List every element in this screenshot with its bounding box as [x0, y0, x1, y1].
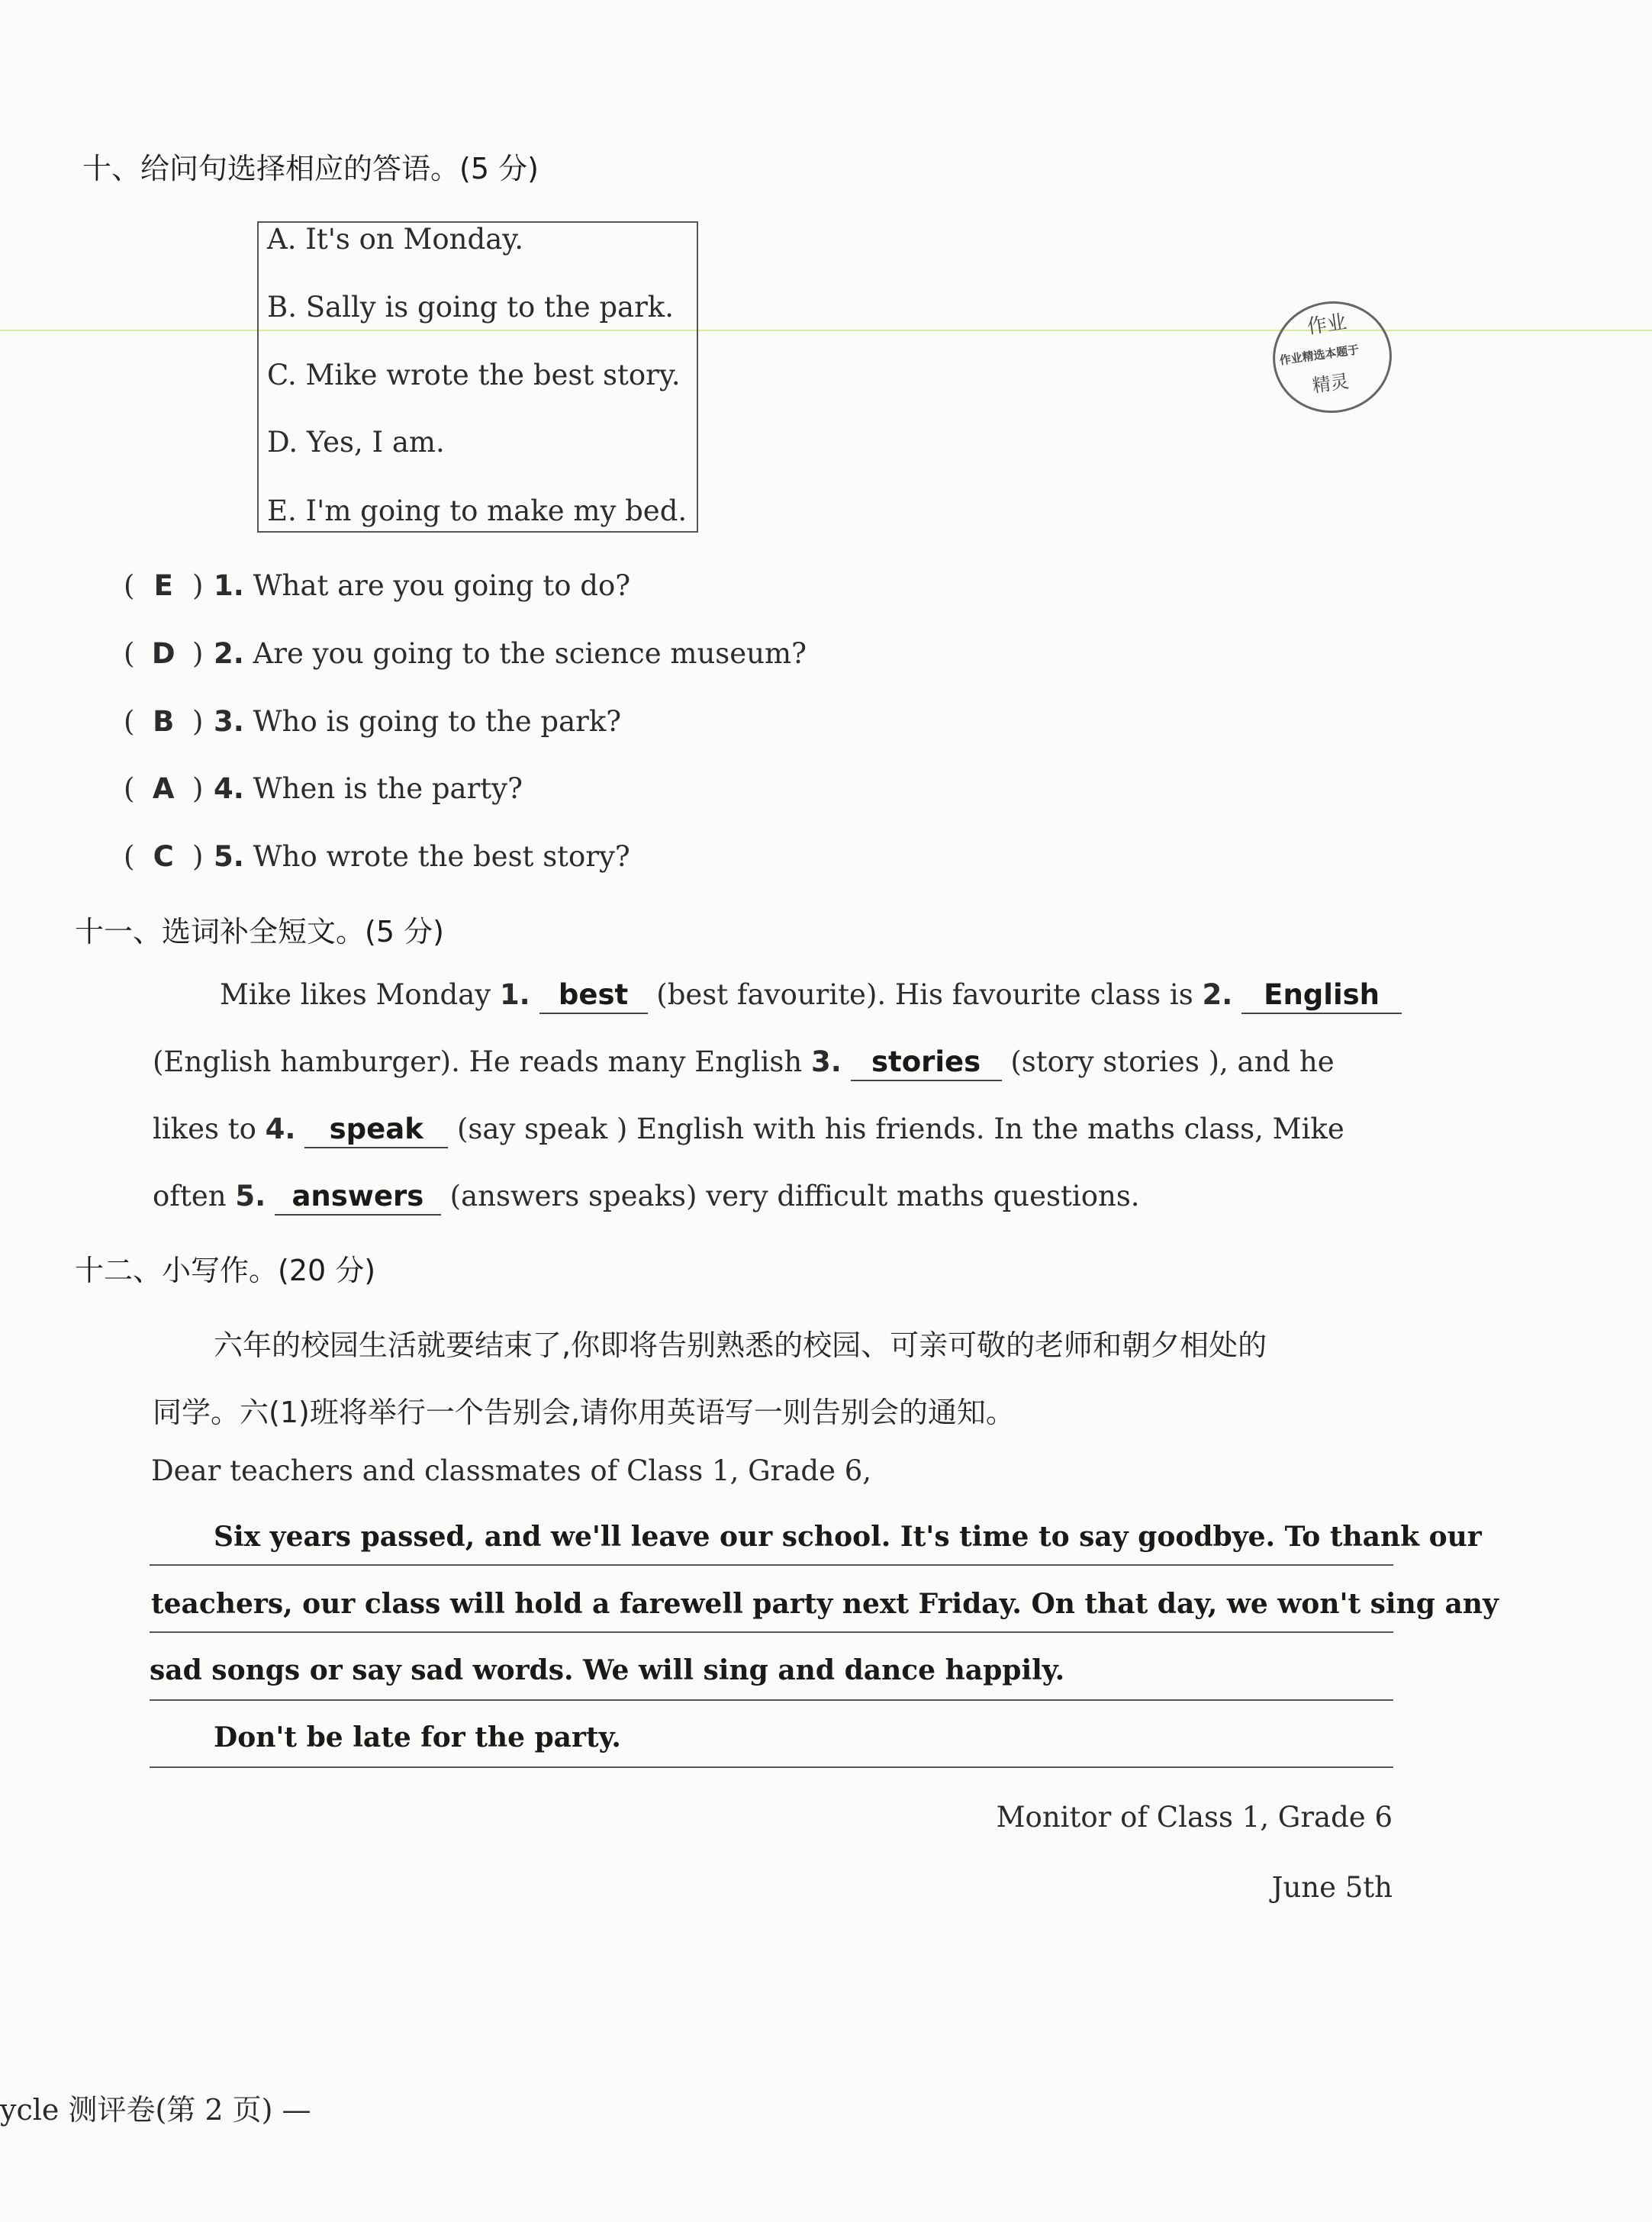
handwritten-line-4: Don't be late for the party. [214, 1721, 621, 1753]
writing-rule-2 [150, 1631, 1393, 1633]
question-row-4: ( A ) 4. When is the party? [124, 772, 523, 805]
section-10-heading: 十、给问句选择相应的答语。(5 分) [82, 152, 539, 185]
question-text-4: When is the party? [253, 772, 523, 805]
handwritten-line-1: Six years passed, and we'll leave our school. It's time to say goodbye. To thank our [214, 1521, 1482, 1553]
question-number-4: 4. [214, 772, 244, 805]
question-text-2: Are you going to the science museum? [253, 637, 807, 670]
blank-4: speak [304, 1113, 448, 1148]
question-number-5: 5. [214, 840, 244, 873]
stamp-text-bottom: 精灵 [1311, 370, 1351, 397]
question-text-1: What are you going to do? [253, 569, 631, 602]
blank-5: answers [275, 1180, 441, 1216]
letter-signature: Monitor of Class 1, Grade 6 [996, 1801, 1393, 1834]
question-number-1: 1. [214, 569, 244, 602]
blank-number-1: 1. [499, 978, 530, 1011]
question-row-1: ( E ) 1. What are you going to do? [124, 569, 631, 602]
option-e: E. I'm going to make my bed. [267, 494, 688, 527]
cloze-line-3: likes to 4. speak (say speak ) English with his friends. In the maths class, Mike [153, 1113, 1344, 1148]
cloze-line-1: Mike likes Monday 1. best (best favourite). His favourite class is 2. English [220, 978, 1402, 1014]
stamp-text-middle: 作业精选本题于 [1278, 343, 1361, 368]
handwritten-line-2: teachers, our class will hold a farewell party next Friday. On that day, we won't sing any [151, 1588, 1499, 1620]
section-11-heading: 十一、选词补全短文。(5 分) [75, 915, 444, 948]
question-row-5: ( C ) 5. Who wrote the best story? [124, 840, 630, 873]
scan-guide-line [0, 330, 1652, 331]
option-d: D. Yes, I am. [267, 426, 445, 459]
blank-number-2: 2. [1202, 978, 1233, 1011]
writing-prompt-line-2: 同学。六(1)班将举行一个告别会,请你用英语写一则告别会的通知。 [153, 1396, 1015, 1429]
page-footer: ycle 测评卷(第 2 页) — [0, 2093, 311, 2127]
question-row-3: ( B ) 3. Who is going to the park? [124, 705, 622, 738]
blank-2: English [1241, 978, 1402, 1014]
cloze-line-4: often 5. answers (answers speaks) very difficult maths questions. [153, 1180, 1140, 1216]
answer-1: E [153, 569, 173, 602]
blank-1: best [539, 978, 648, 1014]
cloze-line-2: (English hamburger). He reads many English 3. stories (story stories ), and he [153, 1045, 1335, 1081]
blank-number-5: 5. [235, 1180, 266, 1212]
writing-rule-3 [150, 1699, 1393, 1701]
blank-number-4: 4. [265, 1113, 296, 1145]
homework-stamp [1266, 294, 1399, 420]
blank-3: stories [851, 1045, 1002, 1081]
question-number-2: 2. [214, 637, 244, 670]
letter-date: June 5th [1271, 1871, 1393, 1904]
handwritten-line-3: sad songs or say sad words. We will sing and dance happily. [150, 1654, 1065, 1686]
answer-2: D [151, 637, 176, 670]
writing-rule-1 [150, 1564, 1393, 1566]
writing-prompt-line-1: 六年的校园生活就要结束了,你即将告别熟悉的校园、可亲可敬的老师和朝夕相处的 [214, 1328, 1267, 1362]
option-a: A. It's on Monday. [267, 223, 523, 256]
section-12-heading: 十二、小写作。(20 分) [75, 1254, 376, 1287]
answer-3: B [153, 705, 175, 738]
option-c: C. Mike wrote the best story. [267, 359, 681, 391]
answer-5: C [153, 840, 174, 873]
question-text-5: Who wrote the best story? [253, 840, 630, 873]
writing-rule-4 [150, 1766, 1393, 1768]
answer-4: A [152, 772, 175, 805]
blank-number-3: 3. [811, 1045, 842, 1078]
question-number-3: 3. [214, 705, 244, 738]
letter-greeting: Dear teachers and classmates of Class 1, Grade 6, [151, 1454, 872, 1487]
stamp-text-top: 作业 [1306, 311, 1348, 340]
option-b: B. Sally is going to the park. [267, 291, 674, 324]
question-row-2: ( D ) 2. Are you going to the science museum? [124, 637, 807, 670]
question-text-3: Who is going to the park? [253, 705, 622, 738]
